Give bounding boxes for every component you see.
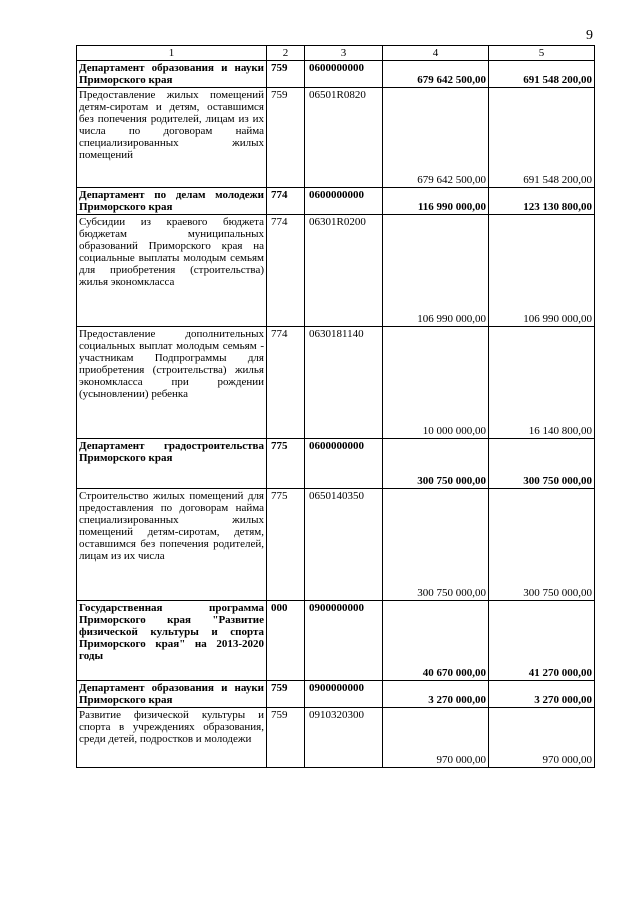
amount-year1-cell: 3 270 000,00 <box>383 681 489 708</box>
admin-code-cell: 774 <box>267 327 305 439</box>
table-row <box>77 88 595 188</box>
table-row <box>77 439 595 489</box>
amount-year1-cell: 116 990 000,00 <box>383 188 489 215</box>
admin-code-cell: 759 <box>267 61 305 88</box>
table-row <box>77 489 595 601</box>
name-cell: Развитие физической культуры и спорта в учреждениях образования, среди детей, подростков и молодежи <box>77 708 267 768</box>
classification-code-cell: 0900000000 <box>305 681 383 708</box>
classification-code-cell: 0600000000 <box>305 188 383 215</box>
classification-code-cell: 0600000000 <box>305 61 383 88</box>
admin-code-cell: 759 <box>267 88 305 188</box>
classification-code-cell: 0600000000 <box>305 439 383 489</box>
admin-code-cell: 775 <box>267 489 305 601</box>
table-row <box>77 681 595 708</box>
admin-code-cell: 759 <box>267 708 305 768</box>
amount-year2-cell: 41 270 000,00 <box>489 601 595 681</box>
page-number: 9 <box>586 28 593 43</box>
table-row <box>77 327 595 439</box>
classification-code-cell: 0630181140 <box>305 327 383 439</box>
classification-code-cell: 06301R0200 <box>305 215 383 327</box>
amount-year1-cell: 10 000 000,00 <box>383 327 489 439</box>
table-row <box>77 188 595 215</box>
column-header: 5 <box>489 46 595 61</box>
amount-year1-cell: 300 750 000,00 <box>383 489 489 601</box>
name-cell: Государственная программа Приморского края "Развитие физической культуры и спорта Приморского края" на 2013-2020 годы <box>77 601 267 681</box>
amount-year2-cell: 300 750 000,00 <box>489 439 595 489</box>
amount-year2-cell: 691 548 200,00 <box>489 61 595 88</box>
amount-year1-cell: 679 642 500,00 <box>383 88 489 188</box>
amount-year2-cell: 106 990 000,00 <box>489 215 595 327</box>
admin-code-cell: 775 <box>267 439 305 489</box>
column-number-row <box>77 46 595 61</box>
admin-code-cell: 774 <box>267 215 305 327</box>
column-header: 1 <box>77 46 267 61</box>
name-cell: Департамент образования и науки Приморского края <box>77 681 267 708</box>
amount-year2-cell: 970 000,00 <box>489 708 595 768</box>
amount-year1-cell: 970 000,00 <box>383 708 489 768</box>
name-cell: Департамент по делам молодежи Приморского края <box>77 188 267 215</box>
amount-year1-cell: 40 670 000,00 <box>383 601 489 681</box>
table-row <box>77 708 595 768</box>
budget-table <box>76 45 595 768</box>
classification-code-cell: 0900000000 <box>305 601 383 681</box>
column-header: 3 <box>305 46 383 61</box>
table-row <box>77 215 595 327</box>
classification-code-cell: 0650140350 <box>305 489 383 601</box>
amount-year2-cell: 691 548 200,00 <box>489 88 595 188</box>
amount-year2-cell: 123 130 800,00 <box>489 188 595 215</box>
amount-year2-cell: 3 270 000,00 <box>489 681 595 708</box>
admin-code-cell: 774 <box>267 188 305 215</box>
amount-year2-cell: 16 140 800,00 <box>489 327 595 439</box>
admin-code-cell: 000 <box>267 601 305 681</box>
amount-year2-cell: 300 750 000,00 <box>489 489 595 601</box>
table-row <box>77 601 595 681</box>
amount-year1-cell: 679 642 500,00 <box>383 61 489 88</box>
column-header: 2 <box>267 46 305 61</box>
classification-code-cell: 06501R0820 <box>305 88 383 188</box>
admin-code-cell: 759 <box>267 681 305 708</box>
name-cell: Предоставление жилых помещений детям-сиротам и детям, оставшимся без попечения родителей, лицам из их числа по договорам найма специализированных жилых помещений <box>77 88 267 188</box>
name-cell: Департамент градостроительства Приморского края <box>77 439 267 489</box>
name-cell: Департамент образования и науки Приморского края <box>77 61 267 88</box>
name-cell: Предоставление дополнительных социальных выплат молодым семьям - участникам Подпрограммы для приобретения (строительства) жилья экономкласса при рождении (усыновлении) ребенка <box>77 327 267 439</box>
column-header: 4 <box>383 46 489 61</box>
name-cell: Строительство жилых помещений для предоставления по договорам найма специализированных жилых помещений детям-сиротам, детям, оставшимся без попечения родителей, лицам из их числа <box>77 489 267 601</box>
table-row <box>77 61 595 88</box>
name-cell: Субсидии из краевого бюджета бюджетам муниципальных образований Приморского края на социальные выплаты молодым семьям для приобретения (строительства) жилья экономкласса <box>77 215 267 327</box>
classification-code-cell: 0910320300 <box>305 708 383 768</box>
amount-year1-cell: 300 750 000,00 <box>383 439 489 489</box>
amount-year1-cell: 106 990 000,00 <box>383 215 489 327</box>
